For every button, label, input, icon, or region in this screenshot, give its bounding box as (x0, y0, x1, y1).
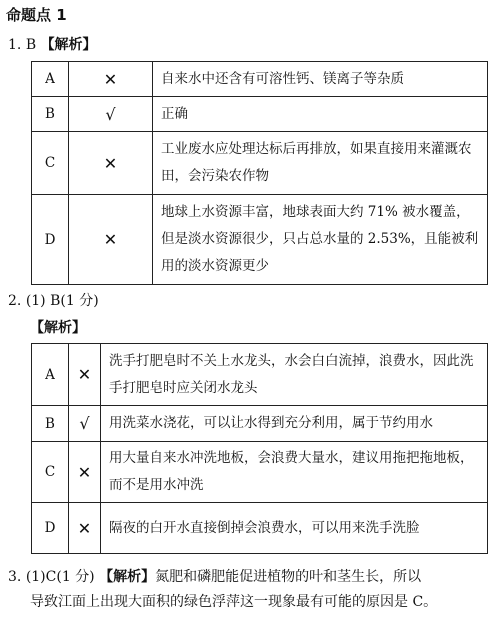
option-letter: A (32, 344, 69, 406)
q3-paragraph (8, 565, 500, 615)
q1-number: 1. (8, 37, 22, 53)
cross-mark: ✕ (69, 442, 101, 503)
check-mark: √ (69, 97, 153, 132)
q1-answer-line (8, 34, 97, 54)
table-row (32, 62, 488, 97)
q3-text-1: 氮肥和磷肥能促进植物的叶和茎生长，所以 (155, 569, 422, 585)
option-letter: C (32, 442, 69, 503)
table-row (32, 344, 488, 406)
q3-part: (1) (25, 569, 46, 585)
table-row (32, 406, 488, 442)
explanation-text: 用大量自来水冲洗地板，会浪费大量水，建议用拖把拖地板，而不是用水冲洗 (101, 442, 488, 503)
q3-number: 3. (8, 569, 22, 585)
check-mark: √ (69, 406, 101, 442)
q3-line-1 (8, 565, 500, 590)
explanation-text: 工业废水应处理达标后再排放，如果直接用来灌溉农田，会污染农作物 (153, 132, 488, 195)
q3-analysis-label: 【解析】 (99, 569, 156, 585)
cross-mark: ✕ (69, 62, 153, 97)
q2-answer-line (8, 290, 99, 310)
cross-mark: ✕ (69, 195, 153, 285)
q2-analysis-table (31, 343, 488, 554)
explanation-text: 洗手打肥皂时不关上水龙头，水会白白流掉，浪费水，因此洗手打肥皂时应关闭水龙头 (101, 344, 488, 406)
cross-mark: ✕ (69, 503, 101, 554)
option-letter: A (32, 62, 69, 97)
option-letter: D (32, 503, 69, 554)
q2-number: 2. (8, 293, 22, 309)
cross-mark: ✕ (69, 344, 101, 406)
explanation-text: 地球上水资源丰富，地球表面大约 71% 被水覆盖，但是淡水资源很少，只占总水量的 2.53%，且能被利用的淡水资源更少 (153, 195, 488, 285)
table-row (32, 442, 488, 503)
table-row (32, 97, 488, 132)
explanation-text: 正确 (153, 97, 488, 132)
q2-analysis-label: 【解析】 (30, 320, 86, 336)
table-row (32, 195, 488, 285)
q1-analysis-label: 【解析】 (40, 37, 97, 53)
option-letter: B (32, 97, 69, 132)
q3-text-2: 导致江面上出现大面积的绿色浮萍这一现象最有可能的原因是 C。 (30, 594, 438, 610)
option-letter: C (32, 132, 69, 195)
explanation-text: 隔夜的白开水直接倒掉会浪费水，可以用来洗手洗脸 (101, 503, 488, 554)
table-row (32, 132, 488, 195)
cross-mark: ✕ (69, 132, 153, 195)
q2-part: (1) (25, 293, 46, 309)
q2-answer: B(1 分) (50, 293, 99, 309)
option-letter: B (32, 406, 69, 442)
table-row (32, 503, 488, 554)
option-letter: D (32, 195, 69, 285)
explanation-text: 自来水中还含有可溶性钙、镁离子等杂质 (153, 62, 488, 97)
q3-answer: C(1 分) (45, 569, 95, 585)
section-heading: 命题点 1 (6, 6, 67, 24)
q1-answer: B (25, 37, 37, 53)
explanation-text: 用洗菜水浇花，可以让水得到充分利用，属于节约用水 (101, 406, 488, 442)
q1-analysis-table (31, 61, 488, 285)
